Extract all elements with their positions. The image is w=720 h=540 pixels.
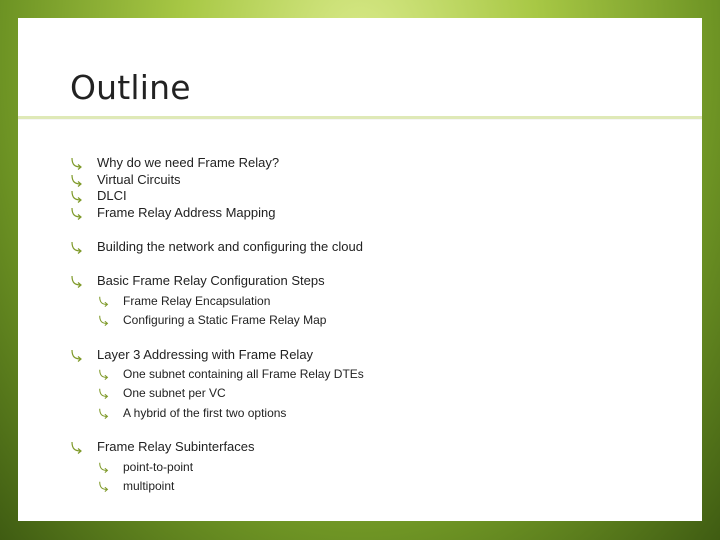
sub-bullet-text: Frame Relay Encapsulation [123, 294, 271, 308]
curved-arrow-icon [98, 480, 110, 492]
bullet-item [70, 205, 275, 220]
bullet-text: Frame Relay Subinterfaces [97, 439, 255, 454]
bullet-text: Layer 3 Addressing with Frame Relay [97, 347, 314, 362]
curved-arrow-icon [98, 407, 110, 419]
sub-bullet-text: One subnet per VC [123, 386, 226, 400]
curved-arrow-icon [70, 348, 84, 362]
sub-bullet-item [98, 367, 364, 381]
curved-arrow-icon [70, 274, 84, 288]
curved-arrow-icon [98, 461, 110, 473]
bullet-text: Frame Relay Address Mapping [97, 205, 276, 220]
bullet-item [70, 188, 127, 203]
curved-arrow-icon [98, 387, 110, 399]
curved-arrow-icon [98, 368, 110, 380]
bullet-item [70, 155, 279, 170]
bullet-text: Building the network and configuring the cloud [97, 239, 363, 254]
bullet-item [70, 439, 255, 454]
sub-bullet-item [98, 294, 270, 308]
curved-arrow-icon [98, 314, 110, 326]
bullet-text: Virtual Circuits [97, 172, 181, 187]
slide-panel [18, 18, 702, 521]
sub-bullet-text: One subnet containing all Frame Relay DTEs [123, 367, 364, 381]
bullet-item [70, 347, 313, 362]
slide-content [18, 18, 702, 521]
curved-arrow-icon [70, 189, 84, 203]
sub-bullet-item [98, 406, 286, 420]
bullet-text: Basic Frame Relay Configuration Steps [97, 273, 325, 288]
curved-arrow-icon [70, 440, 84, 454]
sub-bullet-item [98, 479, 174, 493]
curved-arrow-icon [70, 206, 84, 220]
sub-bullet-item [98, 313, 326, 327]
curved-arrow-icon [70, 173, 84, 187]
curved-arrow-icon [98, 295, 110, 307]
bullet-item [70, 239, 363, 254]
bullet-text: Why do we need Frame Relay? [97, 155, 280, 170]
bullet-item [70, 273, 325, 288]
sub-bullet-text: point-to-point [123, 460, 194, 474]
bullet-text: DLCI [97, 188, 127, 203]
sub-bullet-text: A hybrid of the first two options [123, 406, 287, 420]
sub-bullet-text: multipoint [123, 479, 175, 493]
sub-bullet-item [98, 386, 226, 400]
curved-arrow-icon [70, 240, 84, 254]
bullet-item [70, 172, 181, 187]
sub-bullet-item [98, 460, 193, 474]
slide-title: Outline [70, 68, 191, 107]
curved-arrow-icon [70, 156, 84, 170]
sub-bullet-text: Configuring a Static Frame Relay Map [123, 313, 327, 327]
